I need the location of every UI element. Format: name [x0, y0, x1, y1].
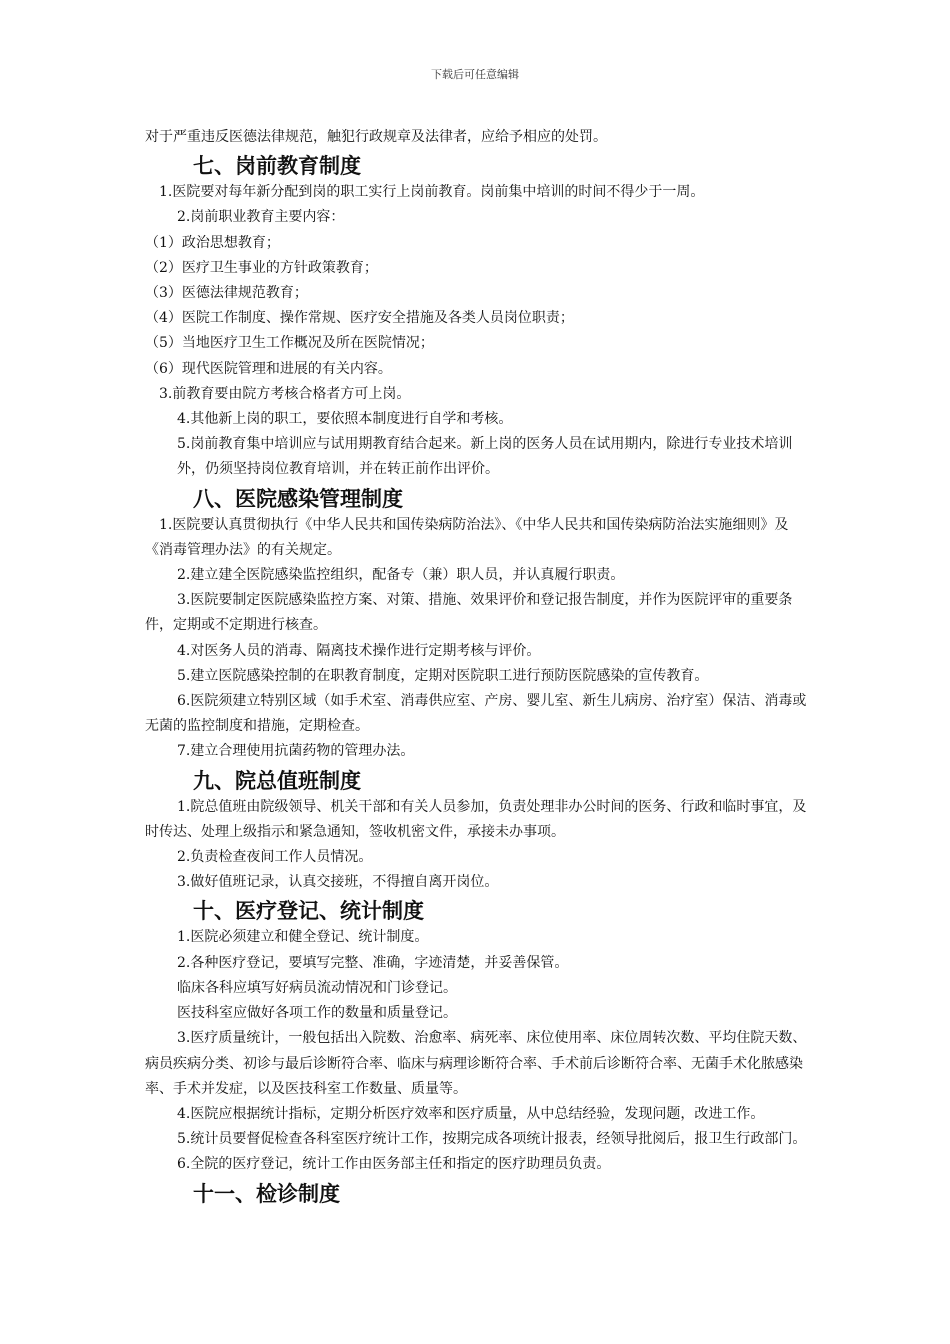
paragraph: 5.建立医院感染控制的在职教育制度，定期对医院职工进行预防医院感染的宣传教育。 [177, 667, 709, 684]
list-item: （4）医院工作制度、操作常规、医疗安全措施及各类人员岗位职责； [145, 310, 574, 327]
paragraph: 1.院总值班由院级领导、机关干部和有关人员参加，负责处理非办公时间的医务、行政和临时事宜，及时传达、处理上级指示和紧急通知，签收机密文件，承接未办事项。 [145, 798, 807, 840]
paragraph: 3.做好值班记录，认真交接班，不得擅自离开岗位。 [177, 874, 499, 891]
paragraph: 2.负责检查夜间工作人员情况。 [177, 849, 373, 866]
list-item: （6）现代医院管理和进展的有关内容。 [145, 360, 392, 377]
page-header: 下载后可任意编辑 [431, 68, 519, 81]
paragraph: 6.全院的医疗登记，统计工作由医务部主任和指定的医疗助理员负责。 [177, 1156, 611, 1173]
paragraph: 2.各种医疗登记，要填写完整、准确，字迹清楚，并妥善保管。 [177, 954, 569, 971]
section-heading: 十、医疗登记、统计制度 [193, 899, 424, 924]
paragraph: 4.对医务人员的消毒、隔离技术操作进行定期考核与评价。 [177, 642, 541, 659]
list-item: （2）医疗卫生事业的方针政策教育； [145, 259, 378, 276]
paragraph: 3.医疗质量统计，一般包括出入院数、治愈率、病死率、床位使用率、床位周转次数、平均住院天数、病员疾病分类、初诊与最后诊断符合率、临床与病理诊断符合率、手术前后诊断符合率、无菌手术化脓感染率、手术并发症，以及医技科室工作数量、质量等。 [145, 1030, 807, 1097]
paragraph: 1.医院必须建立和健全登记、统计制度。 [177, 929, 429, 946]
paragraph: 7.建立合理使用抗菌药物的管理办法。 [177, 743, 415, 760]
paragraph: 6.医院须建立特别区域（如手术室、消毒供应室、产房、婴儿室、新生儿病房、治疗室）保洁、消毒或无菌的监控制度和措施，定期检查。 [145, 693, 807, 735]
list-item: （5）当地医疗卫生工作概况及所在医院情况； [145, 335, 434, 352]
paragraph: 1.医院要认真贯彻执行《中华人民共和国传染病防治法》、《中华人民共和国传染病防治法实施细则》及《消毒管理办法》的有关规定。 [145, 516, 789, 558]
section-heading: 九、院总值班制度 [193, 768, 361, 793]
paragraph: 对于严重违反医德法律规范，触犯行政规章及法律者，应给予相应的处罚。 [145, 129, 607, 145]
paragraph: 4.其他新上岗的职工，要依照本制度进行自学和考核。 [177, 411, 513, 428]
paragraph: 5.统计员要督促检查各科室医疗统计工作，按期完成各项统计报表，经领导批阅后，报卫生行政部门。 [177, 1131, 807, 1148]
paragraph: 2.建立建全医院感染监控组织，配备专（兼）职人员，并认真履行职责。 [177, 567, 625, 584]
paragraph: 1.医院要对每年新分配到岗的职工实行上岗前教育。岗前集中培训的时间不得少于一周。 [159, 184, 705, 201]
document-body [145, 125, 810, 1208]
list-item: （3）医德法律规范教育； [145, 285, 308, 302]
section-heading: 七、岗前教育制度 [193, 154, 361, 179]
paragraph: 医技科室应做好各项工作的数量和质量登记。 [177, 1005, 457, 1022]
paragraph: 3.医院要制定医院感染监控方案、对策、措施、效果评价和登记报告制度，并作为医院评审的重要条件，定期或不定期进行核查。 [145, 592, 793, 634]
paragraph: 4.医院应根据统计指标，定期分析医疗效率和医疗质量，从中总结经验，发现问题，改进工作。 [177, 1105, 765, 1122]
section-heading: 八、医院感染管理制度 [193, 486, 403, 511]
list-item: （1）政治思想教育； [145, 234, 280, 251]
paragraph: 5.岗前教育集中培训应与试用期教育结合起来。新上岗的医务人员在试用期内，除进行专业技术培训外，仍须坚持岗位教育培训，并在转正前作出评价。 [177, 436, 793, 478]
paragraph: 3.前教育要由院方考核合格者方可上岗。 [159, 385, 411, 402]
paragraph: 2.岗前职业教育主要内容： [177, 209, 345, 226]
paragraph: 临床各科应填写好病员流动情况和门诊登记。 [177, 979, 457, 996]
section-heading: 十一、检诊制度 [193, 1181, 340, 1206]
